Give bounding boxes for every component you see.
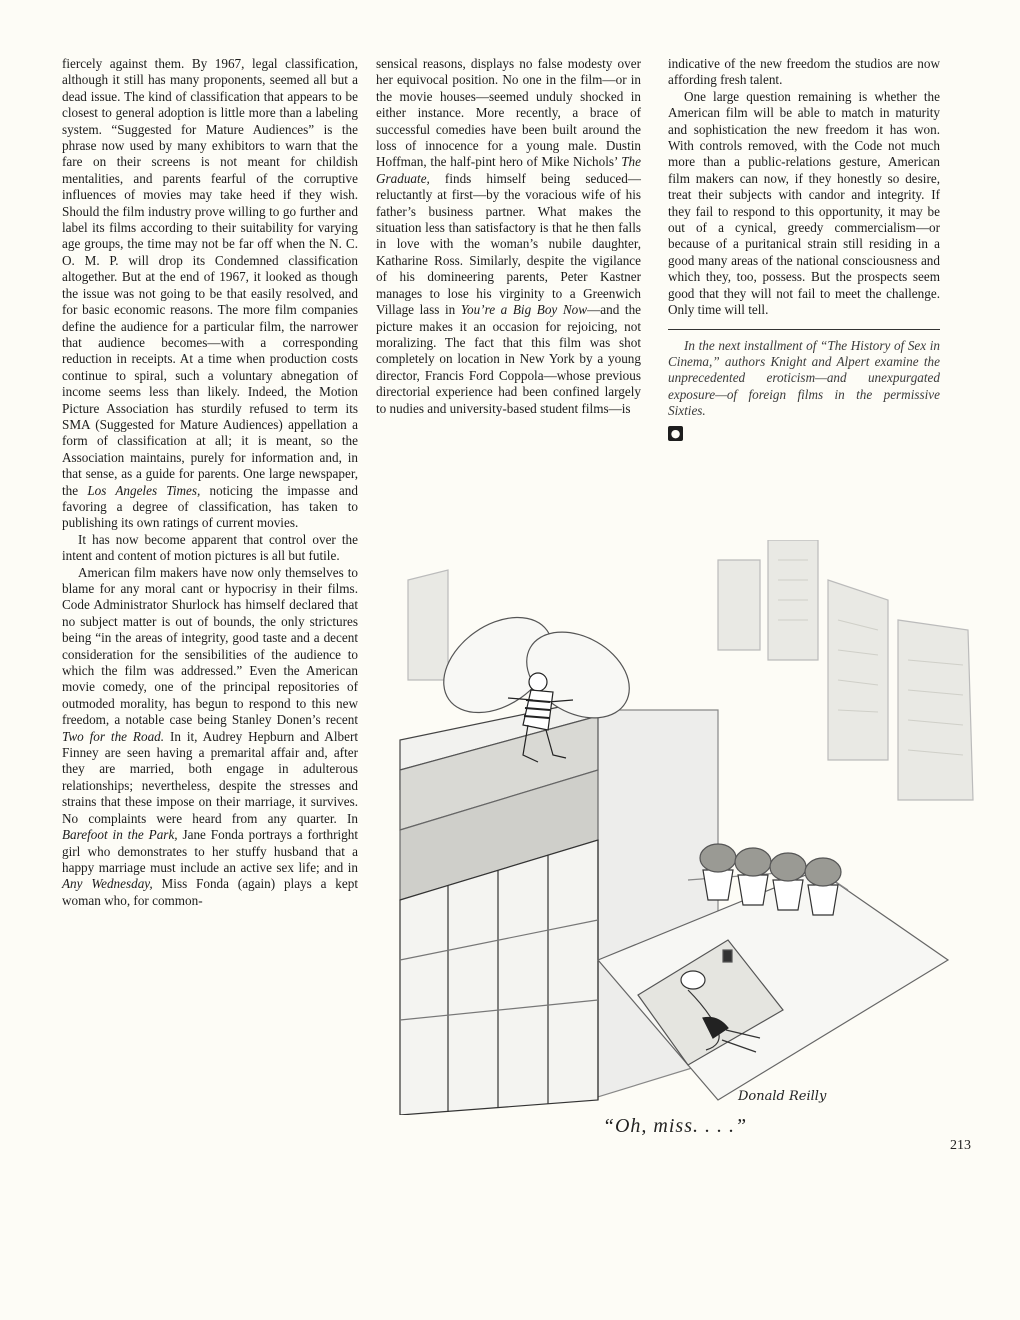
paragraph: fiercely against them. By 1967, legal classification, although it still has many proponents, seemed all but a dead issue. The kind of classification that appears to be closest to general adoption is little more than a labeling system. “Suggested for Mature Audiences” is the phrase now used by many exhibitors to warn that the fare on their screens is not meant for childish mentalities, and parents fearful of the corruptive influences of movies may take heed if they wish. Should the film industry prove willing to go further and label its films according to their suitability for varying age groups, the time may not be far off when the N. C. O. M. P. will drop its Condemned classification altogether. But at the end of 1967, it looked as though the issue was not going to be that easily resolved, and for basic economic reasons. The more film companies define the audience for a particular film, the narrower that audience becomes—with a corresponding reduction in receipts. At a time when production costs continue to spiral, such a voluntary abnegation of income seems less than likely. Indeed, the Motion Picture Association has sturdily refused to term its SMA (Suggested for Mature Audiences) appellation a form of classification at all; it is meant, so the Association maintains, purely for information and, in that sense, as a guide for parents. One large newspaper, the Los Angeles Times, noticing the impasse and favoring a degree of classification, has taken to publishing its own ratings of current movies. [62,56,358,531]
paragraph: indicative of the new freedom the studios are now affording fresh talent. [668,56,940,88]
film-title: You’re a Big Boy Now [460,302,588,318]
film-title: Any Wednesday, [62,876,153,892]
article-column-3 [668,56,940,441]
paragraph: sensical reasons, displays no false modesty over her equivocal position. No one in the film—or in the movie houses—seemed unduly shocked in either instance. More recently, a brace of successful comedies have been built around the loss of innocence for a young male. Dustin Hoffman, the half-pint hero of Mike Nichols’ The Graduate, finds himself being seduced—reluctantly at first—by the voracious wife of his father’s business partner. What makes the situation less than satisfactory is that he then falls in love with the woman’s nubile daughter, Katharine Ross. Similarly, despite the vigilance of his domineering parents, Peter Kastner manages to lose his virginity to a Greenwich Village lass in You’re a Big Boy Now—and the picture makes it an occasion for rejoicing, not moralizing. The fact that this film was shot completely on location in New York by a young director, Francis Ford Coppola—whose previous directorial experience had been confined largely to nudies and university-based student films—is [376,56,642,416]
end-mark-icon: ● [668,426,683,441]
artist-signature: Donald Reilly [738,1089,827,1104]
article-column-1 [62,56,358,909]
page-number: 213 [950,1138,971,1153]
next-installment-teaser: In the next installment of “The History of Sex in Cinema,” authors Knight and Alpert examine the unprecedented eroticism—and unexpurgated exposure—of foreign films in the permissive Sixties. [668,337,940,419]
section-divider [668,329,940,330]
article-column-2 [376,56,641,417]
paragraph: American film makers have now only themselves to blame for any moral cant or hypocrisy in their films. Code Administrator Shurlock has himself declared that no subject matter is out of bounds, the only strictures being “in the areas of integrity, good taste and a decent consideration for the sensibilities of the audience to which the film was addressed.” Even the American movie comedy, one of the principal repositories of outmoded morality, has begun to respond to this new freedom, a notable case being Stanley Donen’s recent Two for the Road. In it, Audrey Hepburn and Albert Finney are seen having a premarital affair and, after they are married, both engage in adulterous relationships; nevertheless, despite the stresses and strains that these impose on their marriage, it survives. No complaints were heard from any quarter. In Barefoot in the Park, Jane Fonda portrays a forthright girl who demonstrates to her stuffy husband that a happy marriage must include an active sex life; and in Any Wednesday, Miss Fonda (again) plays a kept woman who, for common- [62,564,358,908]
film-title: The Graduate, [376,154,641,186]
film-title: Barefoot in the Park, [62,827,178,843]
publication-title: Los Angeles Times, [87,482,201,498]
cartoon-caption: “Oh, miss. . . .” [602,1115,748,1137]
paragraph: One large question remaining is whether the American film will be able to match in maturity and sophistication the new freedom it has won. With controls removed, with the Code not much more than a public-relations gesture, American film makers can now, if they honestly so desire, treat their subjects with candor and integrity. If they fail to respond to this opportunity, it may be out of a cynical, greedy commercialism—or because of a puritanical strain still residing in a good many areas of the national consciousness and which they, too, possess. But the prospects seem good that they will not fail to meet the challenge. Only time will tell. [668,88,940,318]
paragraph: It has now become apparent that control over the intent and content of motion pictures is all but futile. [62,531,358,564]
cartoon-illustration [388,540,988,1115]
film-title: Two for the Road. [62,728,165,744]
